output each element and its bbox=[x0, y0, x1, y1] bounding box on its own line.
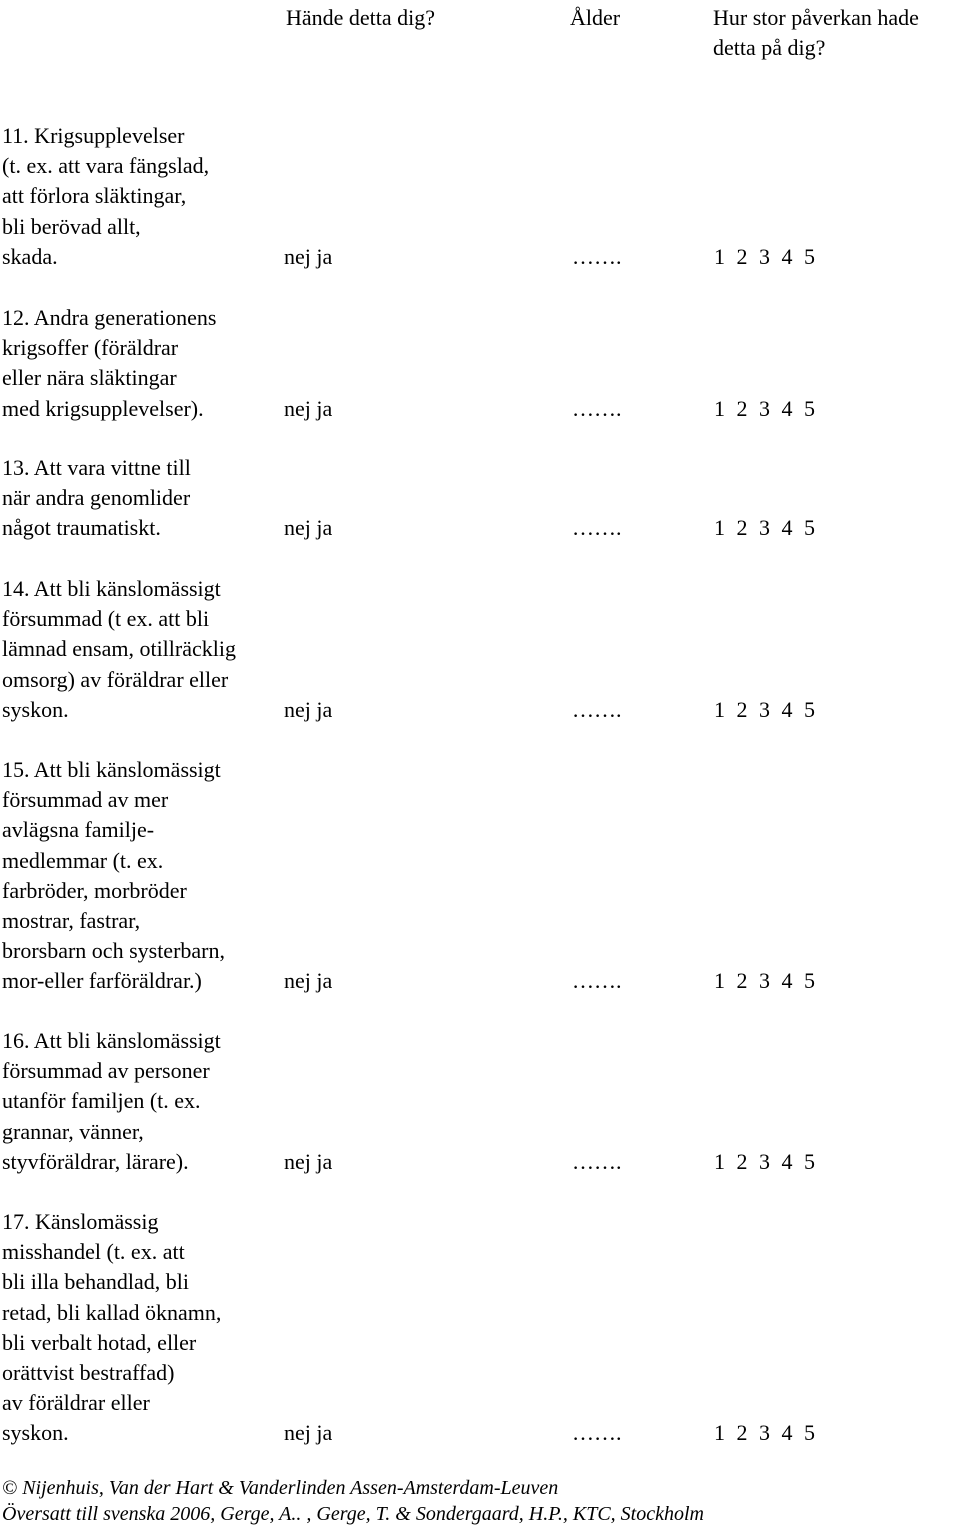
question-text-line: avlägsna familje- bbox=[2, 817, 155, 843]
question-text-line: misshandel (t. ex. att bbox=[2, 1239, 185, 1265]
age-field[interactable]: ……. bbox=[572, 395, 622, 421]
question-text-line: med krigsupplevelser). bbox=[2, 395, 204, 421]
question-text-line: försummad av personer bbox=[2, 1058, 210, 1084]
question-text-line: 13. Att vara vittne till bbox=[2, 455, 191, 480]
age-field[interactable]: ……. bbox=[572, 515, 622, 541]
answer-nej-ja[interactable]: nej ja bbox=[284, 1148, 333, 1174]
answer-nej-ja[interactable]: nej ja bbox=[284, 696, 333, 722]
question-text-line: brorsbarn och systerbarn, bbox=[2, 938, 225, 964]
question-text-line: att förlora släktingar, bbox=[2, 183, 187, 209]
answer-nej-ja[interactable]: nej ja bbox=[284, 243, 333, 269]
question-text-line: något traumatiskt. bbox=[2, 515, 161, 541]
answer-nej-ja[interactable]: nej ja bbox=[284, 395, 333, 421]
age-field[interactable]: ……. bbox=[572, 1148, 622, 1174]
question-text-line: bli illa behandlad, bli bbox=[2, 1269, 189, 1295]
question-text-line: eller nära släktingar bbox=[2, 365, 177, 391]
question-text-line: 14. Att bli känslomässigt bbox=[2, 576, 221, 601]
age-field[interactable]: ……. bbox=[572, 696, 622, 722]
footer-translation: Översatt till svenska 2006, Gerge, A.. , Gerge, T. & Sondergaard, H.P., KTC, Stockholm bbox=[2, 1503, 704, 1525]
question-text-line: medlemmar (t. ex. bbox=[2, 847, 164, 873]
impact-scale[interactable]: 1 2 3 4 5 bbox=[714, 243, 815, 269]
impact-scale[interactable]: 1 2 3 4 5 bbox=[714, 515, 815, 541]
question-text-line: farbröder, morbröder bbox=[2, 877, 187, 903]
question-text-line: syskon. bbox=[2, 696, 69, 722]
impact-scale[interactable]: 1 2 3 4 5 bbox=[714, 395, 815, 421]
question-text-line: 16. Att bli känslomässigt bbox=[2, 1028, 221, 1053]
question-text-line: mostrar, fastrar, bbox=[2, 908, 141, 933]
question-text-line: försummad av mer bbox=[2, 787, 169, 813]
question-text-line: lämnad ensam, otillräcklig bbox=[2, 636, 236, 662]
answer-nej-ja[interactable]: nej ja bbox=[284, 1420, 333, 1446]
question-text-line: (t. ex. att vara fängslad, bbox=[2, 153, 210, 179]
header-col-impact-line2: detta på dig? bbox=[713, 35, 826, 60]
question-text-line: syskon. bbox=[2, 1420, 69, 1446]
question-text-line: grannar, vänner, bbox=[2, 1118, 144, 1144]
impact-scale[interactable]: 1 2 3 4 5 bbox=[714, 1420, 815, 1446]
question-text-line: retad, bli kallad öknamn, bbox=[2, 1299, 222, 1325]
question-text-line: 17. Känslomässig bbox=[2, 1209, 159, 1234]
question-text-line: utanför familjen (t. ex. bbox=[2, 1088, 201, 1114]
header-col-impact-line1: Hur stor påverkan hade bbox=[713, 5, 919, 30]
question-text-line: 15. Att bli känslomässigt bbox=[2, 757, 221, 782]
footer-copyright: © Nijenhuis, Van der Hart & Vanderlinden Assen-Amsterdam-Leuven bbox=[2, 1477, 559, 1499]
question-text-line: när andra genomlider bbox=[2, 485, 191, 511]
impact-scale[interactable]: 1 2 3 4 5 bbox=[714, 696, 815, 722]
age-field[interactable]: ……. bbox=[572, 243, 622, 269]
question-text-line: bli berövad allt, bbox=[2, 213, 141, 239]
question-text-line: krigsoffer (föräldrar bbox=[2, 335, 179, 361]
question-text-line: styvföräldrar, lärare). bbox=[2, 1148, 189, 1174]
answer-nej-ja[interactable]: nej ja bbox=[284, 515, 333, 541]
impact-scale[interactable]: 1 2 3 4 5 bbox=[714, 968, 815, 994]
question-text-line: orättvist bestraffad) bbox=[2, 1360, 175, 1385]
question-text-line: mor-eller farföräldrar.) bbox=[2, 968, 202, 994]
header-col-happened: Hände detta dig? bbox=[286, 5, 436, 30]
question-text-line: bli verbalt hotad, eller bbox=[2, 1329, 197, 1355]
question-text-line: försummad (t ex. att bli bbox=[2, 606, 210, 632]
header-col-age: Ålder bbox=[570, 5, 621, 30]
question-text-line: skada. bbox=[2, 243, 58, 269]
age-field[interactable]: ……. bbox=[572, 1420, 622, 1446]
question-text-line: omsorg) av föräldrar eller bbox=[2, 666, 229, 692]
age-field[interactable]: ……. bbox=[572, 968, 622, 994]
impact-scale[interactable]: 1 2 3 4 5 bbox=[714, 1148, 815, 1174]
question-text-line: av föräldrar eller bbox=[2, 1390, 150, 1416]
answer-nej-ja[interactable]: nej ja bbox=[284, 968, 333, 994]
question-text-line: 12. Andra generationens bbox=[2, 305, 217, 330]
question-text-line: 11. Krigsupplevelser bbox=[2, 123, 185, 148]
